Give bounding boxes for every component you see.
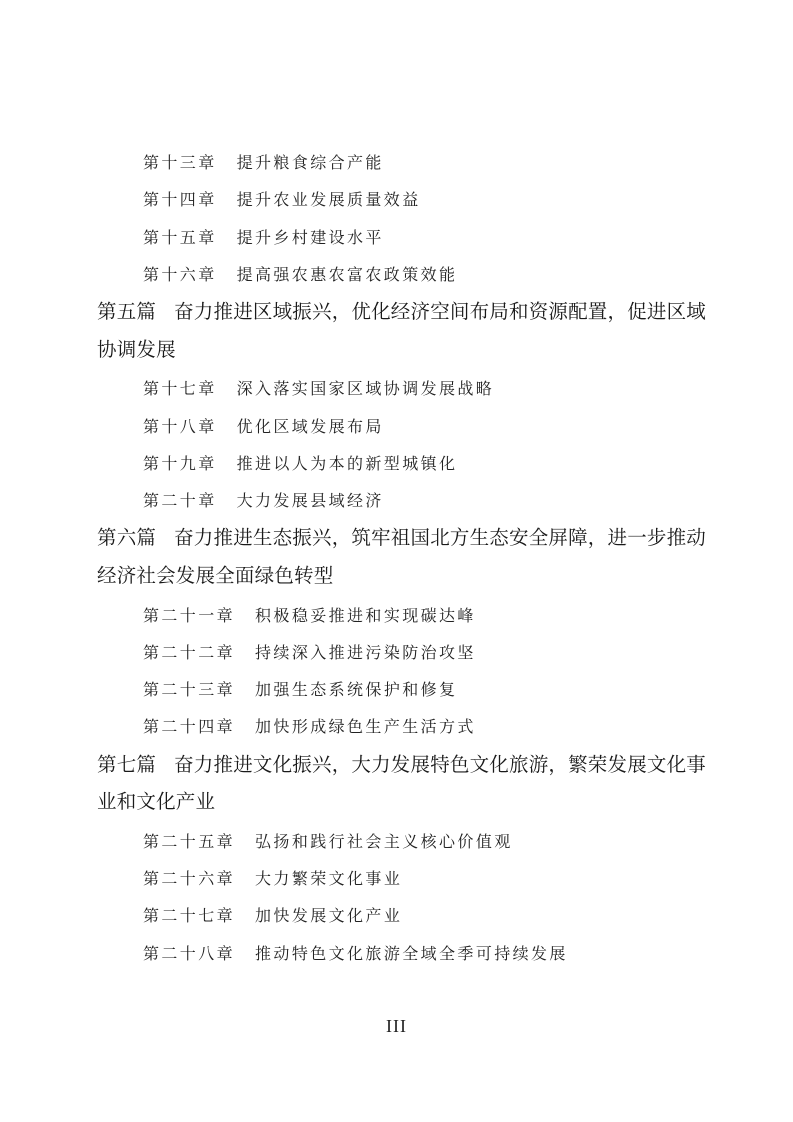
toc-chapter-20[interactable] bbox=[97, 481, 707, 518]
toc-chapter-26[interactable] bbox=[97, 859, 707, 896]
toc-chapter-24[interactable] bbox=[97, 707, 707, 744]
toc-chapter-14[interactable] bbox=[97, 180, 707, 217]
chapter-title: 加快发展文化产业 bbox=[255, 906, 403, 926]
chapter-number: 第二十二章 bbox=[143, 642, 236, 662]
chapter-title: 提高强农惠农富农政策效能 bbox=[236, 265, 458, 285]
chapter-title: 提升农业发展质量效益 bbox=[236, 190, 421, 210]
toc-chapter-27[interactable] bbox=[97, 896, 707, 933]
part-number: 第五篇 bbox=[97, 300, 157, 324]
toc-chapter-25[interactable] bbox=[97, 822, 707, 859]
page-number: III bbox=[386, 1016, 407, 1036]
toc-chapter-17[interactable] bbox=[97, 369, 707, 406]
toc-part-5[interactable] bbox=[97, 293, 707, 368]
chapter-number: 第十五章 bbox=[143, 227, 217, 247]
toc-chapter-19[interactable] bbox=[97, 444, 707, 481]
chapter-title: 深入落实国家区域协调发展战略 bbox=[236, 379, 495, 399]
toc-chapter-21[interactable] bbox=[97, 595, 707, 632]
chapter-title: 优化区域发展布局 bbox=[236, 416, 384, 436]
toc-chapter-18[interactable] bbox=[97, 406, 707, 443]
part-number: 第七篇 bbox=[97, 752, 157, 776]
toc-chapter-22[interactable] bbox=[97, 633, 707, 670]
chapter-number: 第二十章 bbox=[143, 491, 217, 511]
chapter-number: 第十七章 bbox=[143, 379, 217, 399]
chapter-number: 第十四章 bbox=[143, 190, 217, 210]
chapter-number: 第十九章 bbox=[143, 453, 217, 473]
chapter-number: 第二十五章 bbox=[143, 831, 236, 851]
chapter-number: 第二十四章 bbox=[143, 717, 236, 737]
chapter-number: 第二十八章 bbox=[143, 943, 236, 963]
chapter-number: 第二十三章 bbox=[143, 680, 236, 700]
chapter-title: 提升乡村建设水平 bbox=[236, 227, 384, 247]
part-title: 奋力推进区域振兴，优化经济空间布局和资源配置，促进区域协调发展 bbox=[97, 300, 707, 361]
chapter-title: 加强生态系统保护和修复 bbox=[255, 680, 458, 700]
chapter-title: 大力发展县域经济 bbox=[236, 491, 384, 511]
chapter-title: 推进以人为本的新型城镇化 bbox=[236, 453, 458, 473]
toc-chapter-23[interactable] bbox=[97, 670, 707, 707]
chapter-number: 第二十六章 bbox=[143, 869, 236, 888]
chapter-number: 第二十七章 bbox=[143, 906, 236, 926]
toc-chapter-15[interactable] bbox=[97, 218, 707, 255]
toc-part-6[interactable] bbox=[97, 519, 707, 594]
chapter-title: 提升粮食综合产能 bbox=[236, 153, 384, 173]
part-title: 奋力推进生态振兴，筑牢祖国北方生态安全屏障，进一步推动经济社会发展全面绿色转型 bbox=[97, 526, 707, 587]
toc-part-7[interactable] bbox=[97, 746, 707, 821]
chapter-number: 第十八章 bbox=[143, 416, 217, 436]
part-title: 奋力推进文化振兴，大力发展特色文化旅游，繁荣发展文化事业和文化产业 bbox=[97, 752, 707, 814]
chapter-title: 持续深入推进污染防治攻坚 bbox=[255, 642, 476, 662]
chapter-title: 积极稳妥推进和实现碳达峰 bbox=[255, 605, 476, 625]
chapter-title: 加快形成绿色生产生活方式 bbox=[255, 717, 476, 737]
chapter-number: 第十三章 bbox=[143, 153, 217, 173]
table-of-contents bbox=[97, 143, 707, 971]
chapter-title: 弘扬和践行社会主义核心价值观 bbox=[255, 831, 513, 851]
chapter-number: 第二十一章 bbox=[143, 605, 236, 625]
part-number: 第六篇 bbox=[97, 526, 157, 550]
chapter-number: 第十六章 bbox=[143, 265, 217, 285]
toc-chapter-13[interactable] bbox=[97, 143, 707, 180]
toc-chapter-16[interactable] bbox=[97, 255, 707, 292]
chapter-title: 大力繁荣文化事业 bbox=[255, 869, 403, 888]
chapter-title: 推动特色文化旅游全域全季可持续发展 bbox=[255, 943, 568, 963]
toc-chapter-28[interactable] bbox=[97, 933, 707, 970]
